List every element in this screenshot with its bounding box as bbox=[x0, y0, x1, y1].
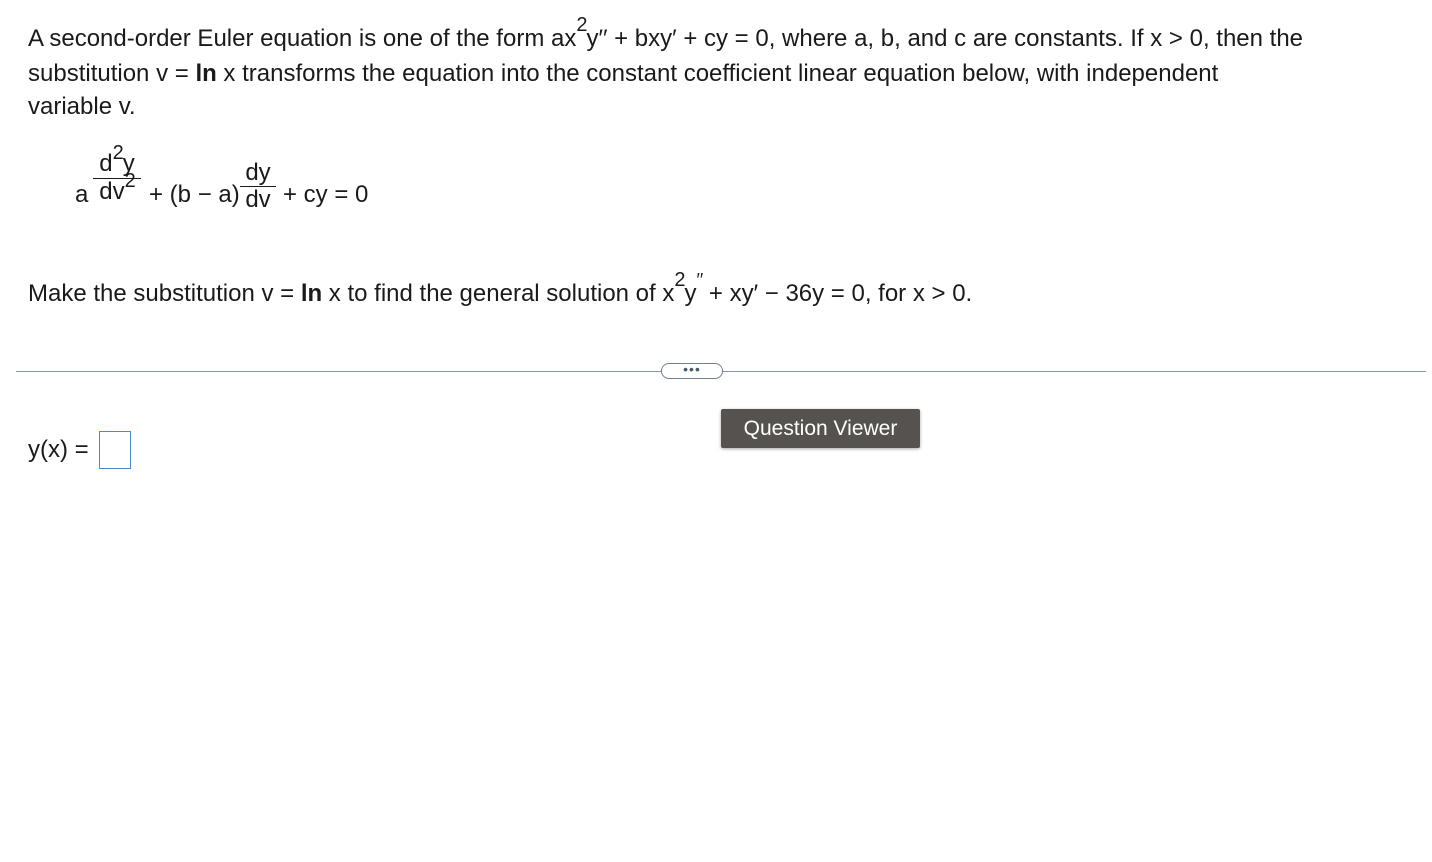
tail-term: + cy = 0 bbox=[283, 181, 369, 208]
statement-line-1 bbox=[28, 14, 1418, 57]
statement-line-2 bbox=[28, 57, 1418, 90]
middle-term: + (b − a) bbox=[149, 181, 240, 208]
task-text: y bbox=[684, 280, 697, 307]
denominator-dv: dv bbox=[99, 178, 125, 205]
coefficient-a: a bbox=[75, 181, 89, 208]
exponent: 2 bbox=[674, 269, 686, 291]
numerator-d: d bbox=[99, 150, 113, 177]
fraction-denominator bbox=[93, 170, 141, 206]
ln-function: ln bbox=[300, 280, 323, 307]
more-options-button[interactable]: ••• bbox=[661, 363, 723, 379]
exponent: 2 bbox=[576, 14, 588, 36]
answer-input[interactable] bbox=[99, 431, 131, 469]
exponent: 2 bbox=[124, 170, 136, 192]
question-viewer-button[interactable]: Question Viewer bbox=[721, 409, 920, 448]
task-text: + xy′ − 36y = 0, for x > 0. bbox=[702, 280, 973, 307]
ln-function: ln bbox=[195, 60, 217, 87]
second-derivative-fraction bbox=[93, 142, 141, 206]
task-text: x to find the general solution of x bbox=[322, 280, 675, 307]
statement-text: variable v. bbox=[28, 93, 136, 120]
exponent: 2 bbox=[112, 142, 124, 164]
task-text: Make the substitution v = bbox=[28, 280, 301, 307]
statement-line-3 bbox=[28, 90, 1418, 123]
first-derivative-fraction bbox=[240, 160, 276, 213]
statement-text: y′′ + bxy′ + cy = 0, where a, b, and c are constants. If x > 0, then the bbox=[586, 25, 1304, 52]
fraction-denominator: dv bbox=[245, 186, 271, 213]
double-prime: ′′ bbox=[696, 270, 704, 290]
statement-text: x transforms the equation into the constant coefficient linear equation below, with independent bbox=[216, 60, 1219, 87]
fraction-numerator: dy bbox=[245, 159, 271, 186]
statement-text: substitution v = bbox=[28, 60, 196, 87]
problem-statement bbox=[28, 14, 1418, 123]
answer-label: y(x) = bbox=[28, 436, 89, 463]
statement-text: A second-order Euler equation is one of the form ax bbox=[28, 25, 577, 52]
task-instruction bbox=[28, 269, 973, 308]
numerator-y: y bbox=[122, 150, 135, 177]
